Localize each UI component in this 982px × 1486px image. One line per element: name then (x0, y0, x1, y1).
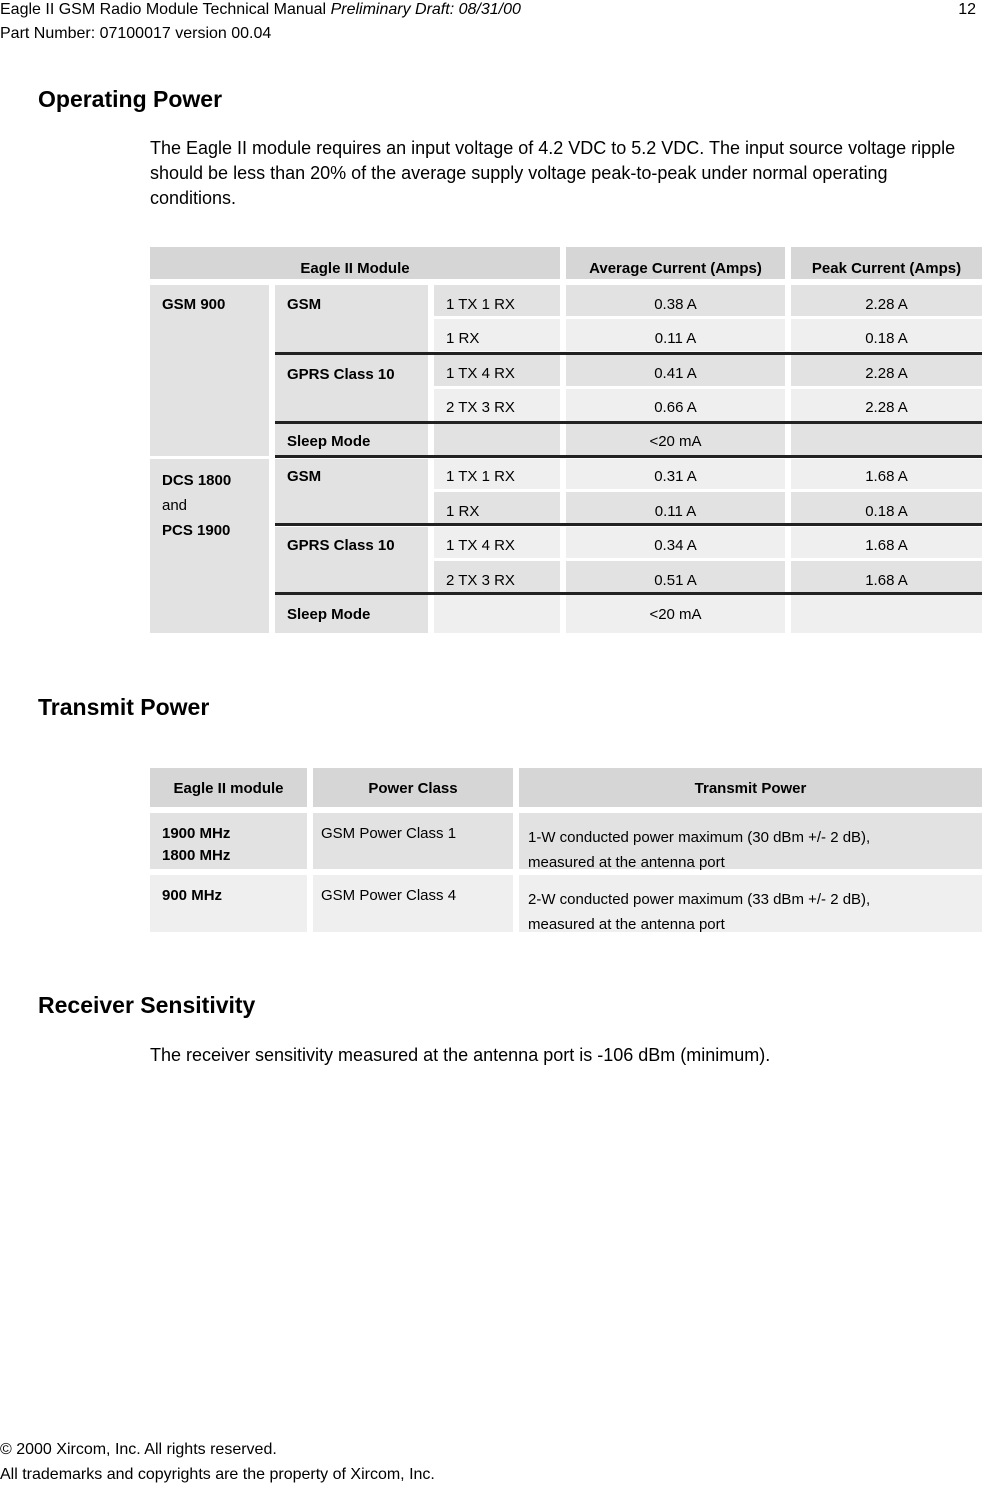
table-header-average: Average Current (Amps) (566, 247, 785, 279)
peak-current-cell (791, 424, 982, 456)
receiver-sensitivity-paragraph: The receiver sensitivity measured at the antenna port is -106 dBm (minimum). (150, 1045, 771, 1065)
slot-cell: 1 TX 4 RX (434, 355, 560, 386)
table-header-peak: Peak Current (Amps) (791, 247, 982, 279)
row-divider (275, 455, 982, 458)
transmit-power-heading: Transmit Power (38, 694, 210, 720)
slot-cell: 2 TX 3 RX (434, 561, 560, 592)
mode-gsm: GSM (275, 459, 428, 524)
avg-current-cell: <20 mA (566, 595, 785, 633)
operating-power-paragraph: The Eagle II module requires an input voltage of 4.2 VDC to 5.2 VDC. The input source voltage ripple should be less than 20% of the average supply voltage peak-to-peak under normal operating conditions. (150, 138, 956, 208)
mode-sleep: Sleep Mode (275, 595, 428, 633)
peak-current-cell: 0.18 A (791, 492, 982, 524)
band-dcs-pcs: DCS 1800 and PCS 1900 (150, 459, 269, 633)
module-cell: 1900 MHz 1800 MHz (150, 813, 307, 869)
avg-current-cell: 0.41 A (566, 355, 785, 386)
draft-label: Preliminary Draft: 08/31/00 (330, 1, 521, 18)
avg-current-cell: 0.31 A (566, 459, 785, 489)
operating-power-heading: Operating Power (38, 86, 223, 112)
slot-cell: 2 TX 3 RX (434, 389, 560, 421)
peak-current-cell: 1.68 A (791, 527, 982, 558)
mode-gprs: GPRS Class 10 (275, 527, 428, 592)
peak-current-cell (791, 595, 982, 633)
module-cell: 900 MHz (150, 875, 307, 932)
slot-cell (434, 595, 560, 633)
row-divider (275, 592, 982, 595)
row-divider (275, 523, 982, 526)
mode-gprs: GPRS Class 10 (275, 355, 428, 421)
manual-title: Eagle II GSM Radio Module Technical Manual (0, 1, 327, 18)
mode-sleep: Sleep Mode (275, 424, 428, 456)
slot-cell (434, 424, 560, 456)
mode-gsm: GSM (275, 285, 428, 353)
peak-current-cell: 2.28 A (791, 355, 982, 386)
table-header-module: Eagle II Module (150, 247, 560, 279)
band-gsm900: GSM 900 (150, 285, 269, 456)
receiver-sensitivity-heading: Receiver Sensitivity (38, 992, 256, 1018)
table-header-power-class: Power Class (313, 768, 513, 807)
slot-cell: 1 TX 4 RX (434, 527, 560, 558)
peak-current-cell: 2.28 A (791, 285, 982, 316)
avg-current-cell: <20 mA (566, 424, 785, 456)
page-number: 12 (958, 1, 976, 18)
slot-cell: 1 TX 1 RX (434, 459, 560, 489)
trademark-notice: All trademarks and copyrights are the property of Xircom, Inc. (0, 1466, 435, 1483)
avg-current-cell: 0.38 A (566, 285, 785, 316)
avg-current-cell: 0.51 A (566, 561, 785, 592)
peak-current-cell: 1.68 A (791, 561, 982, 592)
avg-current-cell: 0.66 A (566, 389, 785, 421)
slot-cell: 1 RX (434, 319, 560, 351)
running-header (0, 0, 982, 20)
peak-current-cell: 2.28 A (791, 389, 982, 421)
transmit-power-cell: 2-W conducted power maximum (33 dBm +/- 2 dB), measured at the antenna port (519, 875, 982, 932)
peak-current-cell: 1.68 A (791, 459, 982, 489)
avg-current-cell: 0.11 A (566, 319, 785, 351)
power-class-cell: GSM Power Class 4 (313, 875, 513, 932)
peak-current-cell: 0.18 A (791, 319, 982, 351)
slot-cell: 1 RX (434, 492, 560, 524)
transmit-power-cell: 1-W conducted power maximum (30 dBm +/- 2 dB), measured at the antenna port (519, 813, 982, 869)
row-divider (275, 352, 982, 355)
row-divider (275, 421, 982, 424)
avg-current-cell: 0.11 A (566, 492, 785, 524)
table-header-transmit-power: Transmit Power (519, 768, 982, 807)
avg-current-cell: 0.34 A (566, 527, 785, 558)
table-header-module: Eagle II module (150, 768, 307, 807)
copyright-notice: © 2000 Xircom, Inc. All rights reserved. (0, 1441, 277, 1458)
slot-cell: 1 TX 1 RX (434, 285, 560, 316)
part-number: Part Number: 07100017 version 00.04 (0, 25, 272, 42)
power-class-cell: GSM Power Class 1 (313, 813, 513, 869)
